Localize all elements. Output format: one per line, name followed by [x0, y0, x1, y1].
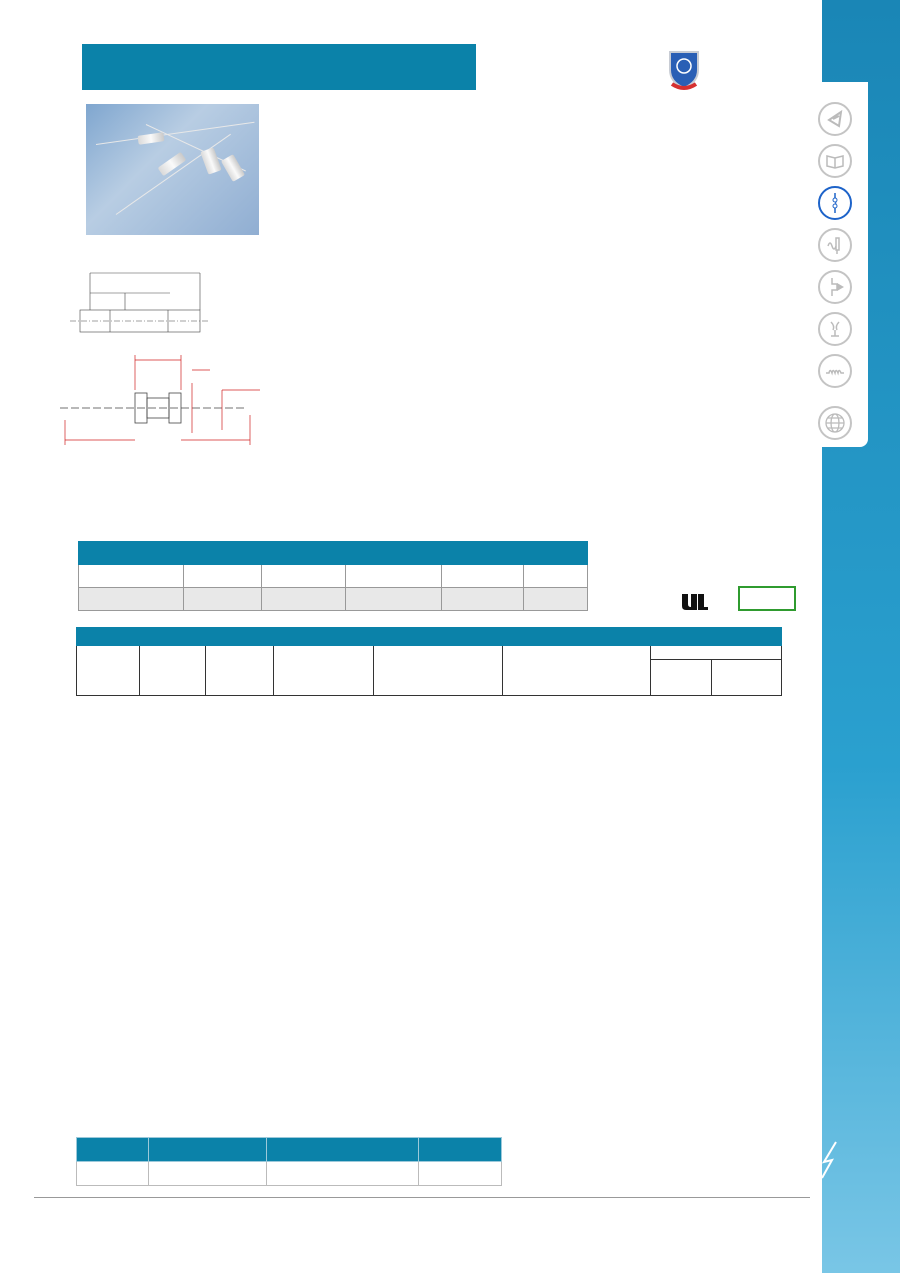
order-series-cell — [77, 1162, 149, 1186]
electrical-caption — [77, 628, 782, 646]
tcc-header — [184, 565, 262, 588]
tcc-cell — [262, 588, 346, 611]
rohs-badge — [738, 586, 796, 611]
order-qty-cell[interactable] — [419, 1162, 502, 1186]
header-tuv — [712, 660, 782, 696]
company-logo — [666, 48, 702, 92]
lightning-icon — [816, 1140, 846, 1180]
order-header — [77, 1138, 149, 1162]
time-current-table — [78, 541, 588, 611]
header-rated-current — [140, 646, 206, 696]
header-approvals — [651, 646, 782, 660]
globe-icon[interactable] — [818, 406, 852, 440]
header-breaking-capacity — [503, 646, 651, 696]
order-header — [267, 1138, 419, 1162]
tcc-cell — [442, 588, 524, 611]
header-curus — [651, 660, 712, 696]
discharge-icon[interactable] — [818, 312, 852, 346]
connector-icon[interactable] — [818, 270, 852, 304]
tcc-cell — [184, 588, 262, 611]
header-i2t — [274, 646, 374, 696]
electrical-characteristics-table — [76, 627, 782, 696]
order-header — [149, 1138, 267, 1162]
tcc-header — [262, 565, 346, 588]
time-current-chart — [548, 100, 816, 472]
tcc-cell — [346, 588, 442, 611]
tcc-cell — [79, 588, 184, 611]
inductor-icon[interactable] — [818, 354, 852, 388]
ordering-table — [76, 1137, 502, 1186]
page-title — [82, 44, 476, 90]
order-header — [419, 1138, 502, 1162]
tcc-caption — [79, 542, 588, 565]
fuse-icon[interactable] — [818, 186, 852, 220]
product-photo — [86, 104, 259, 235]
book-icon[interactable] — [818, 144, 852, 178]
ul-recognized-icon — [674, 590, 730, 612]
spec-materials-tube — [279, 115, 549, 132]
header-rated-voltage — [206, 646, 274, 696]
footer-divider — [34, 1197, 810, 1198]
dimension-drawing — [50, 265, 275, 455]
order-supplementary-cell[interactable] — [267, 1162, 419, 1186]
resistor-icon[interactable] — [818, 228, 852, 262]
tcc-header — [524, 565, 588, 588]
tcc-cell — [524, 588, 588, 611]
spec-list — [279, 115, 549, 149]
tcc-header — [79, 565, 184, 588]
header-resistance — [374, 646, 503, 696]
order-amp-code-cell[interactable] — [149, 1162, 267, 1186]
thermal-icon[interactable] — [818, 102, 852, 136]
tcc-header — [346, 565, 442, 588]
spec-materials-caps — [279, 132, 549, 149]
tcc-header — [442, 565, 524, 588]
header-amp-code — [77, 646, 140, 696]
